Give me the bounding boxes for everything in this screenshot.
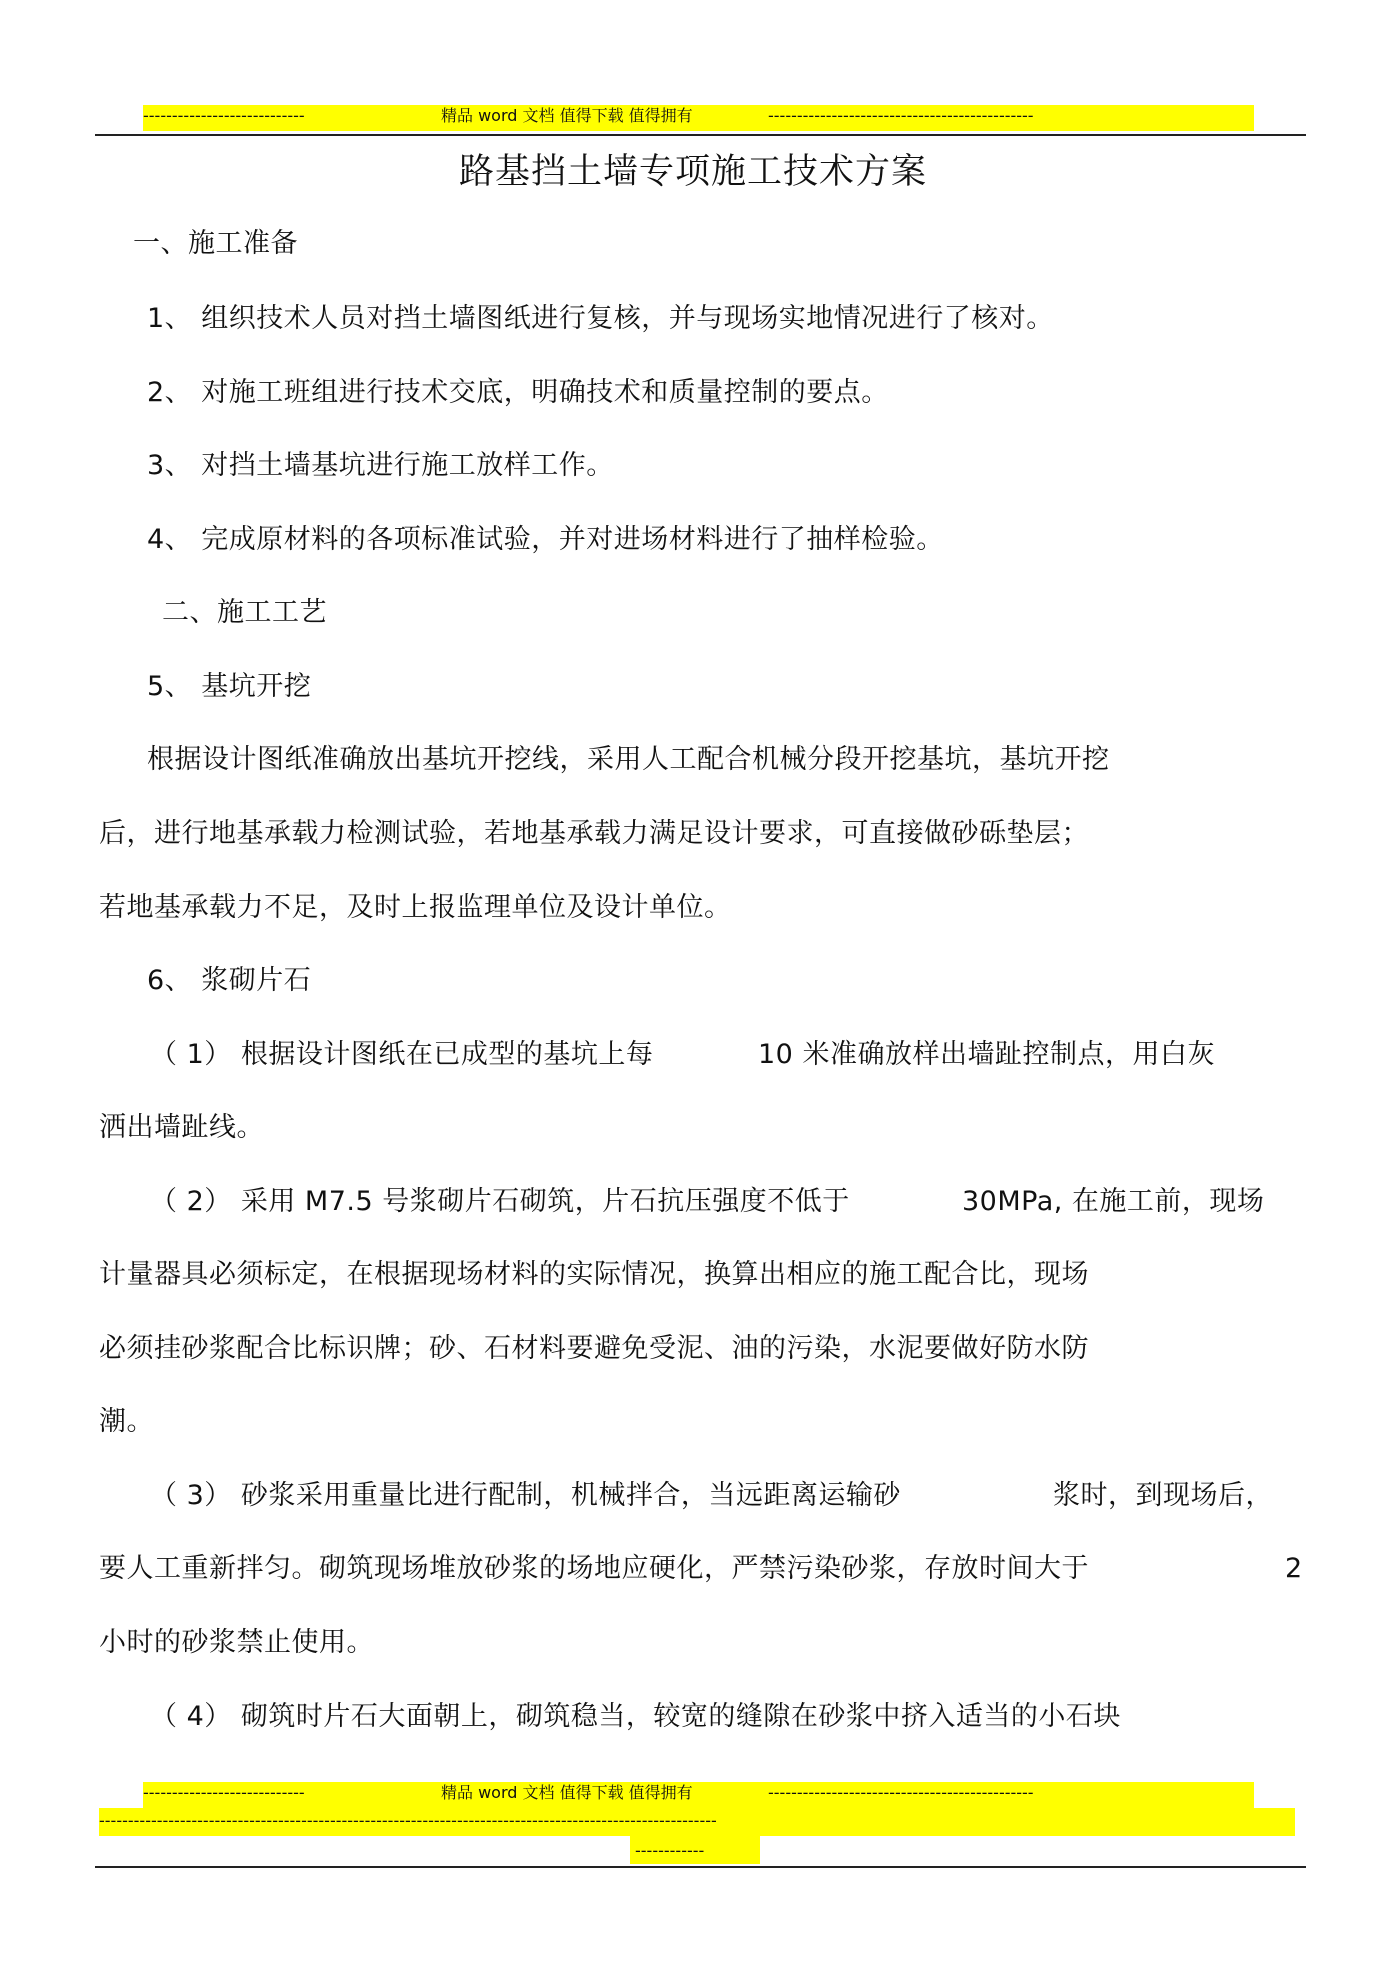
paragraph-6-3-line-2b: 2 <box>1285 1553 1303 1584</box>
list-item-5: 5、 基坑开挖 <box>147 671 312 702</box>
paragraph-5-line-2: 后，进行地基承载力检测试验，若地基承载力满足设计要求，可直接做砂砾垫层； <box>99 818 1089 849</box>
paragraph-6-3-line-2a: 要人工重新拌匀。砌筑现场堆放砂浆的场地应硬化，严禁污染砂浆，存放时间大于 <box>99 1553 1089 1584</box>
paragraph-5-line-3: 若地基承载力不足，及时上报监理单位及设计单位。 <box>99 892 732 923</box>
footer-left-dashes: ---------------------------- <box>143 1783 305 1802</box>
paragraph-6-2-part-a: （ 2） 采用 M7.5 号浆砌片石砌筑，片石抗压强度不低于 <box>150 1186 850 1217</box>
header-left-dashes: ---------------------------- <box>143 106 305 125</box>
header-rule <box>95 134 1306 136</box>
footer-right-dashes: ---------------------------------------------- <box>768 1783 1034 1802</box>
footer-highlight-1 <box>143 1782 1254 1808</box>
footer-rule <box>95 1866 1306 1868</box>
paragraph-6-4-part-a: （ 4） 砌筑时片石大面朝上，砌筑稳当，较宽的缝隙在砂浆中挤入适当的小石块 <box>150 1701 1121 1732</box>
paragraph-6-1-part-a: （ 1） 根据设计图纸在已成型的基坑上每 <box>150 1039 654 1070</box>
footer-line-3-dashes: ------------ <box>635 1841 705 1860</box>
header-text: 精品 word 文档 值得下载 值得拥有 <box>441 106 693 125</box>
header-highlight <box>143 105 1254 131</box>
paragraph-6-1-line-2: 洒出墙趾线。 <box>99 1112 264 1143</box>
paragraph-6-3-part-b: 浆时，到现场后， <box>1053 1480 1273 1511</box>
paragraph-6-1-part-b: 10 米准确放样出墙趾控制点，用白灰 <box>758 1039 1215 1070</box>
paragraph-6-2-line-3: 必须挂砂浆配合比标识牌；砂、石材料要避免受泥、油的污染，水泥要做好防水防 <box>99 1333 1089 1364</box>
list-item-4: 4、 完成原材料的各项标准试验，并对进场材料进行了抽样检验。 <box>147 524 944 555</box>
list-item-3: 3、 对挡土墙基坑进行施工放样工作。 <box>147 450 614 481</box>
list-item-6: 6、 浆砌片石 <box>147 965 312 996</box>
paragraph-6-3-part-a: （ 3） 砂浆采用重量比进行配制，机械拌合，当远距离运输砂 <box>150 1480 901 1511</box>
section-heading-preparation: 一、施工准备 <box>133 228 298 259</box>
footer-text: 精品 word 文档 值得下载 值得拥有 <box>441 1783 693 1802</box>
paragraph-5-line-1: 根据设计图纸准确放出基坑开挖线，采用人工配合机械分段开挖基坑，基坑开挖 <box>147 744 1110 775</box>
paragraph-6-3-line-3: 小时的砂浆禁止使用。 <box>99 1627 374 1658</box>
list-item-1: 1、 组织技术人员对挡土墙图纸进行复核，并与现场实地情况进行了核对。 <box>147 303 1054 334</box>
paragraph-6-2-part-b: 30MPa, 在施工前，现场 <box>962 1186 1265 1217</box>
footer-line-2-dashes: ----------------------------------------------------------------------------------------------------------- <box>99 1811 717 1830</box>
paragraph-6-2-line-4: 潮。 <box>99 1406 154 1437</box>
page-title: 路基挡土墙专项施工技术方案 <box>459 152 928 192</box>
paragraph-6-2-line-2: 计量器具必须标定，在根据现场材料的实际情况，换算出相应的施工配合比，现场 <box>99 1259 1089 1290</box>
list-item-2: 2、 对施工班组进行技术交底，明确技术和质量控制的要点。 <box>147 377 889 408</box>
section-heading-process: 二、施工工艺 <box>162 597 327 628</box>
header-right-dashes: ---------------------------------------------- <box>768 106 1034 125</box>
